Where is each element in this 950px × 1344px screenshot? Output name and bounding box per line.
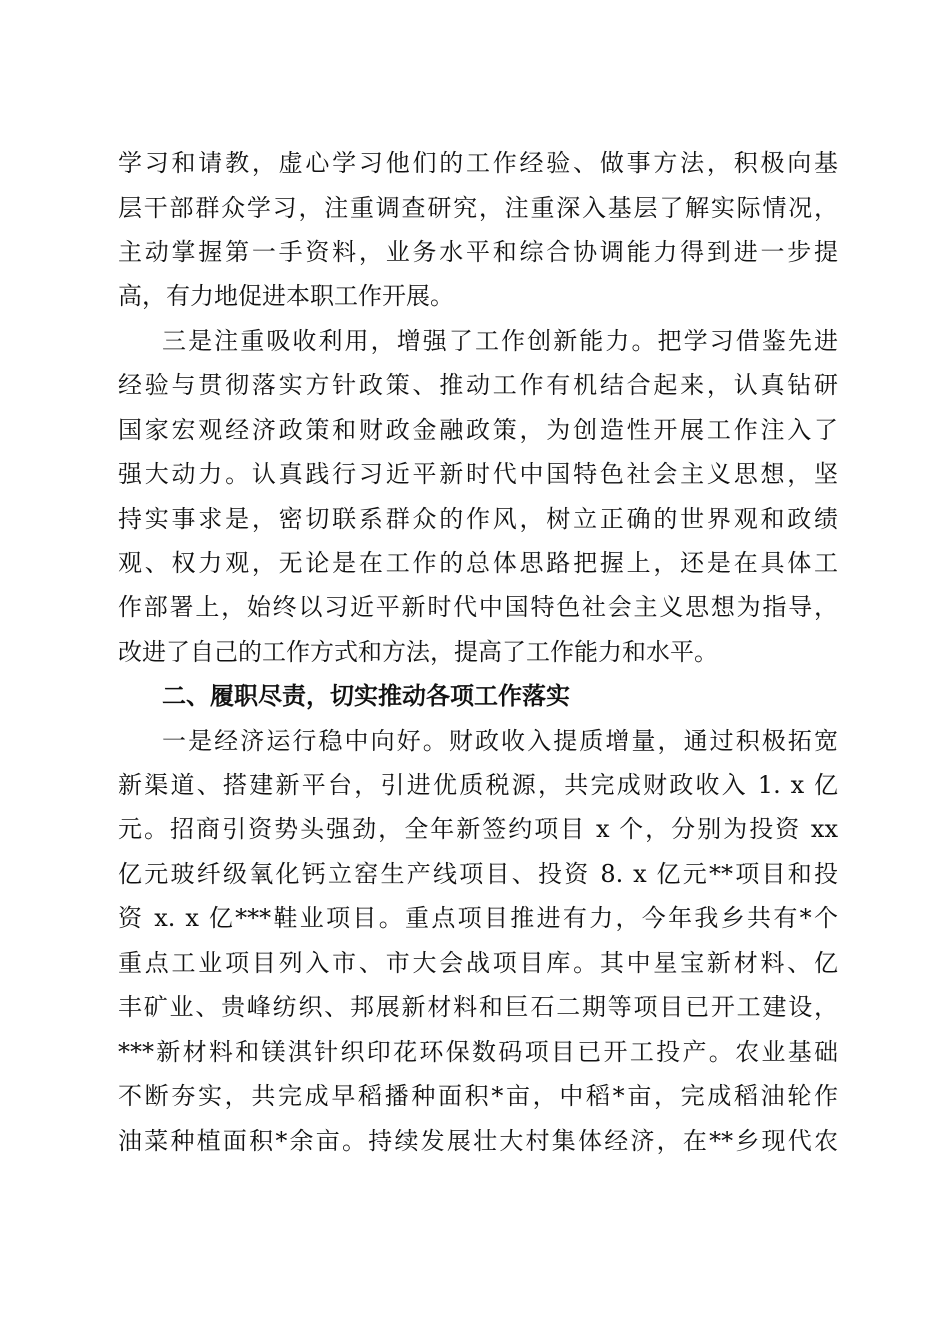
text-line: 主动掌握第一手资料，业务水平和综合协调能力得到进一步提 (118, 238, 838, 266)
text-line: 学习和请教，虚心学习他们的工作经验、做事方法，积极向基 (118, 149, 838, 177)
text-line: ***新材料和镁淇针织印花环保数码项目已开工投产。农业基础 (118, 1038, 838, 1066)
text-line: 作部署上，始终以习近平新时代中国特色社会主义思想为指导， (118, 593, 838, 621)
text-line: 油菜种植面积*余亩。持续发展壮大村集体经济，在**乡现代农 (118, 1127, 838, 1155)
text-line: 强大动力。认真践行习近平新时代中国特色社会主义思想，坚 (118, 460, 838, 488)
text-line: 重点工业项目列入市、市大会战项目库。其中星宝新材料、亿 (118, 949, 838, 977)
paragraph-start-line: 三是注重吸收利用，增强了工作创新能力。把学习借鉴先进 (162, 327, 838, 355)
text-line: 改进了自己的工作方式和方法，提高了工作能力和水平。 (118, 638, 718, 666)
text-line: 高，有力地促进本职工作开展。 (118, 282, 454, 310)
text-line: 丰矿业、贵峰纺织、邦展新材料和巨石二期等项目已开工建设， (118, 993, 838, 1021)
text-line: 新渠道、搭建新平台，引进优质税源，共完成财政收入 1. x 亿 (118, 771, 838, 799)
text-line: 资 x. x 亿***鞋业项目。重点项目推进有力，今年我乡共有*个 (118, 904, 838, 932)
text-line: 不断夯实，共完成早稻播种面积*亩，中稻*亩，完成稻油轮作 (118, 1082, 838, 1110)
text-line: 亿元玻纤级氧化钙立窑生产线项目、投资 8. x 亿元**项目和投 (118, 860, 838, 888)
paragraph-start-line: 一是经济运行稳中向好。财政收入提质增量，通过积极拓宽 (162, 727, 838, 755)
section-heading: 二、履职尽责，切实推动各项工作落实 (162, 682, 570, 710)
text-line: 元。招商引资势头强劲，全年新签约项目 x 个，分别为投资 xx (118, 815, 838, 843)
text-line: 经验与贯彻落实方针政策、推动工作有机结合起来，认真钻研 (118, 371, 838, 399)
text-line: 持实事求是，密切联系群众的作风，树立正确的世界观和政绩 (118, 505, 838, 533)
text-line: 观、权力观，无论是在工作的总体思路把握上，还是在具体工 (118, 549, 838, 577)
text-line: 国家宏观经济政策和财政金融政策，为创造性开展工作注入了 (118, 416, 838, 444)
text-line: 层干部群众学习，注重调查研究，注重深入基层了解实际情况， (118, 194, 838, 222)
